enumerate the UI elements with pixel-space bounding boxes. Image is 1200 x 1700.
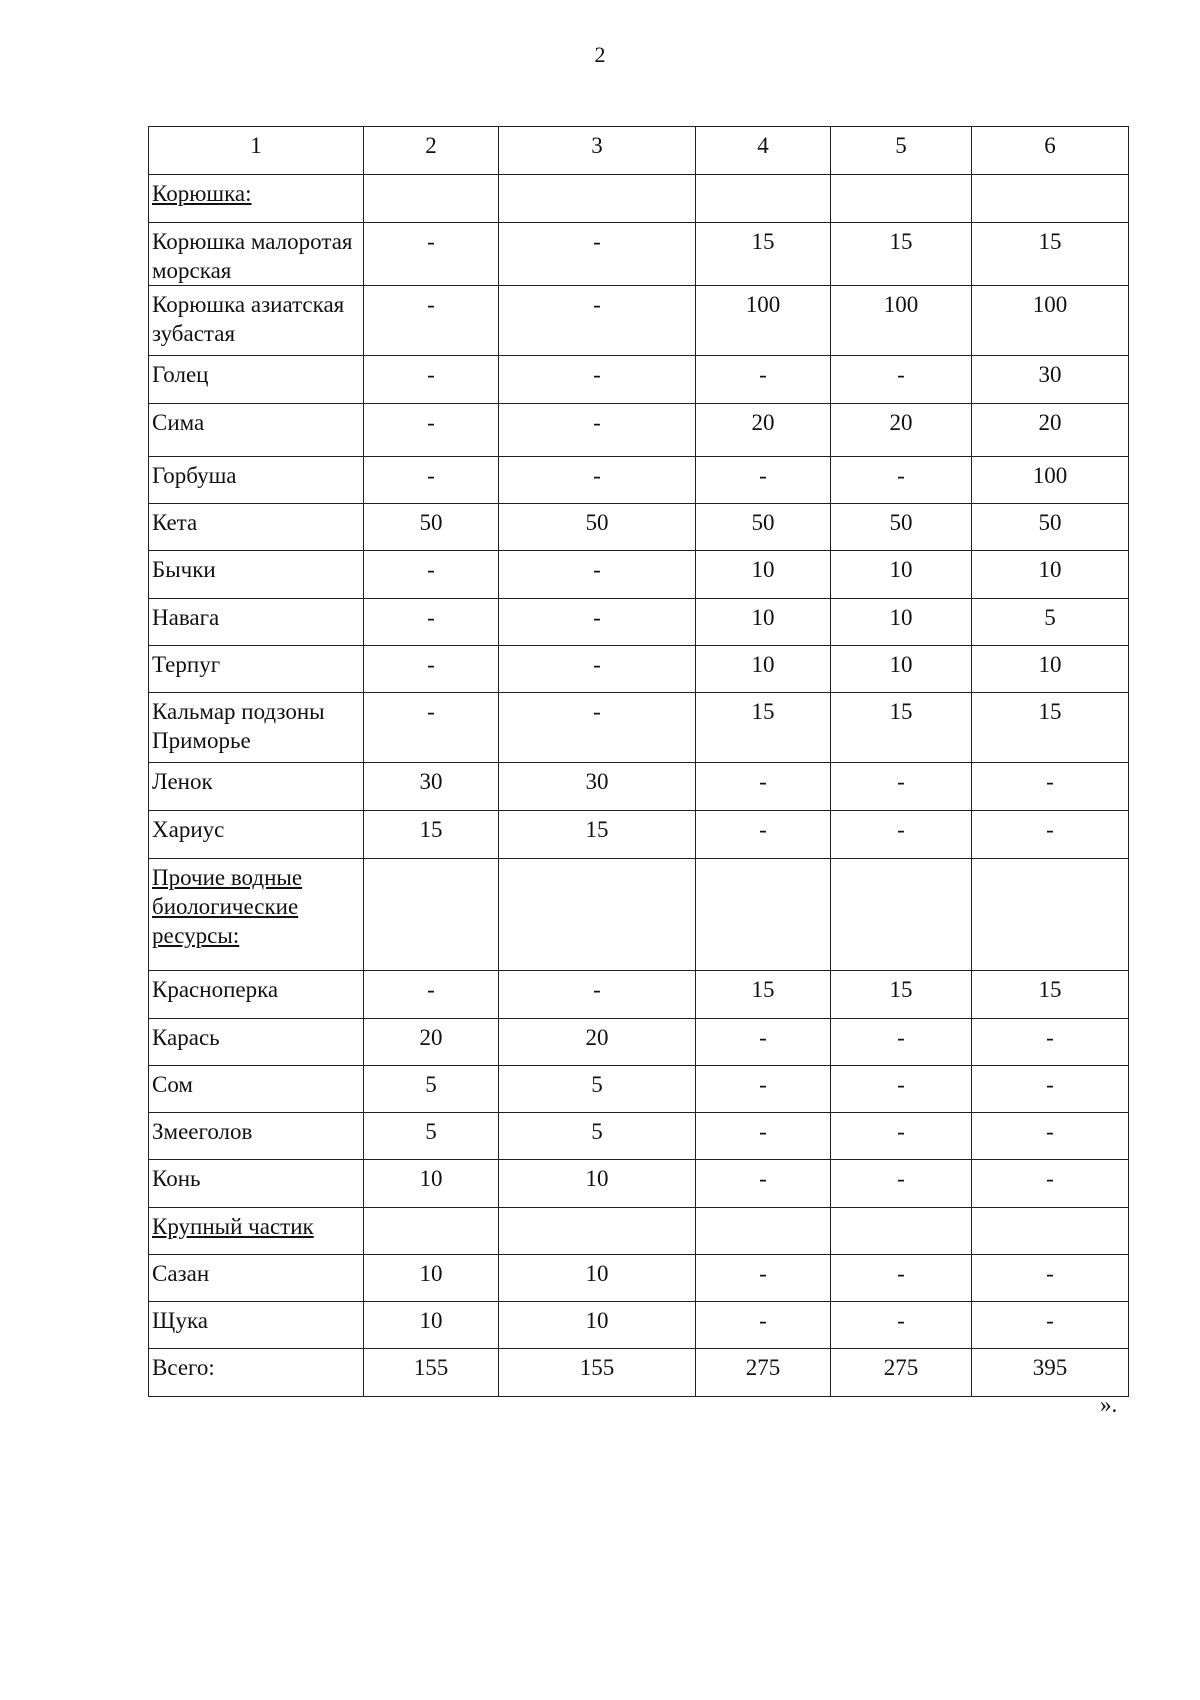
- value-cell-col-6: -: [972, 1302, 1129, 1349]
- table-row: [149, 811, 1129, 859]
- value-cell-col-2: 15: [364, 811, 499, 859]
- species-name-cell: [149, 404, 364, 457]
- species-name-cell: [149, 1349, 364, 1397]
- table-row: [149, 1160, 1129, 1208]
- value-cell-col-3: -: [499, 457, 696, 504]
- table-row: [149, 1302, 1129, 1349]
- table-row: [149, 356, 1129, 404]
- value-cell-col-6: 30: [972, 356, 1129, 404]
- value-cell-col-3: 50: [499, 504, 696, 551]
- value-cell-col-6: -: [972, 763, 1129, 811]
- species-name: Карась: [152, 1025, 220, 1050]
- value-cell-col-6: [972, 175, 1129, 223]
- species-name-cell: [149, 1302, 364, 1349]
- value-cell-col-3: -: [499, 404, 696, 457]
- value-cell-col-4: -: [696, 1255, 831, 1302]
- species-name: Корюшка азиатская зубастая: [152, 292, 345, 346]
- page-number: 2: [594, 42, 606, 67]
- value-cell-col-3: 155: [499, 1349, 696, 1397]
- species-name-cell: [149, 1160, 364, 1208]
- species-name-cell: [149, 693, 364, 763]
- value-cell-col-5: -: [831, 1066, 972, 1113]
- value-cell-col-5: 15: [831, 693, 972, 763]
- value-cell-col-2: -: [364, 286, 499, 356]
- value-cell-col-4: -: [696, 1160, 831, 1208]
- species-name-cell: [149, 223, 364, 286]
- species-name: Щука: [152, 1308, 209, 1333]
- value-cell-col-6: 100: [972, 286, 1129, 356]
- value-cell-col-3: 10: [499, 1160, 696, 1208]
- value-cell-col-2: 20: [364, 1019, 499, 1066]
- value-cell-col-2: -: [364, 404, 499, 457]
- value-cell-col-6: 5: [972, 599, 1129, 646]
- value-cell-col-4: -: [696, 1066, 831, 1113]
- value-cell-col-6: -: [972, 1066, 1129, 1113]
- value-cell-col-5: -: [831, 763, 972, 811]
- value-cell-col-3: 20: [499, 1019, 696, 1066]
- value-cell-col-5: -: [831, 1019, 972, 1066]
- section-row: [149, 859, 1129, 971]
- value-cell-col-5: -: [831, 811, 972, 859]
- section-title: Крупный частик: [152, 1214, 314, 1239]
- value-cell-col-4: -: [696, 811, 831, 859]
- header-cell: 1: [149, 127, 364, 175]
- table-row: [149, 551, 1129, 599]
- table-row: [149, 404, 1129, 457]
- table-row: [149, 693, 1129, 763]
- species-name: Навага: [152, 605, 220, 630]
- species-name-cell: [149, 1019, 364, 1066]
- value-cell-col-5: 10: [831, 551, 972, 599]
- species-name-cell: [149, 1066, 364, 1113]
- value-cell-col-4: -: [696, 1302, 831, 1349]
- species-name: Бычки: [152, 557, 216, 582]
- closing-quote-mark: ».: [1100, 1392, 1118, 1417]
- value-cell-col-6: -: [972, 1019, 1129, 1066]
- species-name-cell: [149, 599, 364, 646]
- species-name: Ленок: [152, 769, 213, 794]
- table-header-row: [149, 127, 1129, 175]
- value-cell-col-4: 10: [696, 646, 831, 693]
- value-cell-col-6: 100: [972, 457, 1129, 504]
- value-cell-col-2: [364, 859, 499, 971]
- value-cell-col-3: -: [499, 223, 696, 286]
- value-cell-col-4: 15: [696, 971, 831, 1019]
- value-cell-col-4: -: [696, 457, 831, 504]
- value-cell-col-5: -: [831, 1255, 972, 1302]
- value-cell-col-6: 15: [972, 971, 1129, 1019]
- header-cell: 5: [831, 127, 972, 175]
- value-cell-col-6: [972, 859, 1129, 971]
- species-name: Сима: [152, 410, 205, 435]
- value-cell-col-3: -: [499, 356, 696, 404]
- species-name-cell: [149, 286, 364, 356]
- table-row: [149, 763, 1129, 811]
- table-row: [149, 1113, 1129, 1160]
- value-cell-col-2: -: [364, 646, 499, 693]
- value-cell-col-3: 30: [499, 763, 696, 811]
- header-cell: 4: [696, 127, 831, 175]
- value-cell-col-5: -: [831, 1113, 972, 1160]
- species-name: Всего:: [152, 1355, 215, 1380]
- value-cell-col-2: -: [364, 551, 499, 599]
- value-cell-col-2: 10: [364, 1160, 499, 1208]
- section-title: Корюшка:: [152, 181, 252, 206]
- value-cell-col-5: 10: [831, 646, 972, 693]
- section-title-cell: [149, 175, 364, 223]
- value-cell-col-3: -: [499, 693, 696, 763]
- species-name: Кальмар подзоны Приморье: [152, 699, 325, 753]
- value-cell-col-3: 10: [499, 1255, 696, 1302]
- value-cell-col-6: 10: [972, 646, 1129, 693]
- value-cell-col-5: 20: [831, 404, 972, 457]
- catch-limits-table: [148, 126, 1129, 1397]
- value-cell-col-3: 15: [499, 811, 696, 859]
- section-title: Прочие водные биологические ресурсы:: [152, 865, 303, 948]
- species-name: Терпуг: [152, 652, 221, 677]
- species-name: Голец: [152, 362, 209, 387]
- species-name: Красноперка: [152, 977, 279, 1002]
- value-cell-col-5: 10: [831, 599, 972, 646]
- species-name: Хариус: [152, 817, 225, 842]
- value-cell-col-3: -: [499, 599, 696, 646]
- value-cell-col-3: -: [499, 646, 696, 693]
- header-cell: 6: [972, 127, 1129, 175]
- species-name: Конь: [152, 1166, 201, 1191]
- value-cell-col-6: 15: [972, 223, 1129, 286]
- value-cell-col-6: -: [972, 1160, 1129, 1208]
- value-cell-col-4: [696, 859, 831, 971]
- species-name: Сазан: [152, 1261, 210, 1286]
- value-cell-col-6: 10: [972, 551, 1129, 599]
- section-title-cell: [149, 859, 364, 971]
- value-cell-col-4: 50: [696, 504, 831, 551]
- value-cell-col-4: 10: [696, 599, 831, 646]
- value-cell-col-3: 5: [499, 1113, 696, 1160]
- value-cell-col-4: [696, 1208, 831, 1255]
- value-cell-col-6: -: [972, 811, 1129, 859]
- header-cell: 2: [364, 127, 499, 175]
- value-cell-col-5: -: [831, 1302, 972, 1349]
- table-row: [149, 223, 1129, 286]
- value-cell-col-2: 50: [364, 504, 499, 551]
- value-cell-col-5: 275: [831, 1349, 972, 1397]
- value-cell-col-2: 5: [364, 1113, 499, 1160]
- species-name-cell: [149, 504, 364, 551]
- value-cell-col-6: 15: [972, 693, 1129, 763]
- species-name-cell: [149, 971, 364, 1019]
- value-cell-col-2: 10: [364, 1302, 499, 1349]
- value-cell-col-2: 5: [364, 1066, 499, 1113]
- value-cell-col-4: 20: [696, 404, 831, 457]
- table-row: [149, 1255, 1129, 1302]
- value-cell-col-4: -: [696, 1113, 831, 1160]
- value-cell-col-2: -: [364, 599, 499, 646]
- value-cell-col-4: -: [696, 763, 831, 811]
- value-cell-col-4: 15: [696, 693, 831, 763]
- species-name: Змееголов: [152, 1119, 253, 1144]
- value-cell-col-3: 5: [499, 1066, 696, 1113]
- species-name-cell: [149, 457, 364, 504]
- species-name-cell: [149, 646, 364, 693]
- header-cell: 3: [499, 127, 696, 175]
- value-cell-col-4: 100: [696, 286, 831, 356]
- value-cell-col-5: [831, 175, 972, 223]
- value-cell-col-6: 20: [972, 404, 1129, 457]
- value-cell-col-6: 50: [972, 504, 1129, 551]
- species-name-cell: [149, 356, 364, 404]
- value-cell-col-2: 30: [364, 763, 499, 811]
- table-row: [149, 504, 1129, 551]
- value-cell-col-6: [972, 1208, 1129, 1255]
- value-cell-col-2: -: [364, 457, 499, 504]
- value-cell-col-5: 100: [831, 286, 972, 356]
- table-row: [149, 1019, 1129, 1066]
- species-name-cell: [149, 551, 364, 599]
- table-row: [149, 599, 1129, 646]
- value-cell-col-3: -: [499, 971, 696, 1019]
- value-cell-col-4: 15: [696, 223, 831, 286]
- value-cell-col-5: 15: [831, 223, 972, 286]
- value-cell-col-2: -: [364, 223, 499, 286]
- species-name-cell: [149, 763, 364, 811]
- value-cell-col-5: 15: [831, 971, 972, 1019]
- table-row: [149, 1066, 1129, 1113]
- value-cell-col-5: 50: [831, 504, 972, 551]
- species-name-cell: [149, 811, 364, 859]
- value-cell-col-2: -: [364, 693, 499, 763]
- value-cell-col-5: -: [831, 356, 972, 404]
- value-cell-col-6: 395: [972, 1349, 1129, 1397]
- value-cell-col-3: -: [499, 551, 696, 599]
- value-cell-col-6: -: [972, 1113, 1129, 1160]
- table-row: [149, 286, 1129, 356]
- value-cell-col-2: [364, 175, 499, 223]
- table-row: [149, 646, 1129, 693]
- value-cell-col-3: [499, 1208, 696, 1255]
- value-cell-col-2: -: [364, 356, 499, 404]
- value-cell-col-5: -: [831, 1160, 972, 1208]
- species-name-cell: [149, 1255, 364, 1302]
- value-cell-col-3: [499, 859, 696, 971]
- value-cell-col-2: 10: [364, 1255, 499, 1302]
- species-name-cell: [149, 1113, 364, 1160]
- value-cell-col-3: [499, 175, 696, 223]
- value-cell-col-5: [831, 859, 972, 971]
- value-cell-col-3: -: [499, 286, 696, 356]
- value-cell-col-5: [831, 1208, 972, 1255]
- value-cell-col-4: -: [696, 1019, 831, 1066]
- value-cell-col-4: -: [696, 356, 831, 404]
- section-title-cell: [149, 1208, 364, 1255]
- section-row: [149, 1208, 1129, 1255]
- species-name: Горбуша: [152, 463, 237, 488]
- section-row: [149, 175, 1129, 223]
- value-cell-col-6: -: [972, 1255, 1129, 1302]
- table-row: [149, 457, 1129, 504]
- species-name: Корюшка малоротая морская: [152, 229, 353, 283]
- value-cell-col-2: [364, 1208, 499, 1255]
- value-cell-col-4: 10: [696, 551, 831, 599]
- value-cell-col-5: -: [831, 457, 972, 504]
- value-cell-col-4: [696, 175, 831, 223]
- value-cell-col-3: 10: [499, 1302, 696, 1349]
- value-cell-col-2: -: [364, 971, 499, 1019]
- species-name: Сом: [152, 1072, 193, 1097]
- value-cell-col-4: 275: [696, 1349, 831, 1397]
- table-row: [149, 971, 1129, 1019]
- value-cell-col-2: 155: [364, 1349, 499, 1397]
- species-name: Кета: [152, 510, 198, 535]
- table-row: [149, 1349, 1129, 1397]
